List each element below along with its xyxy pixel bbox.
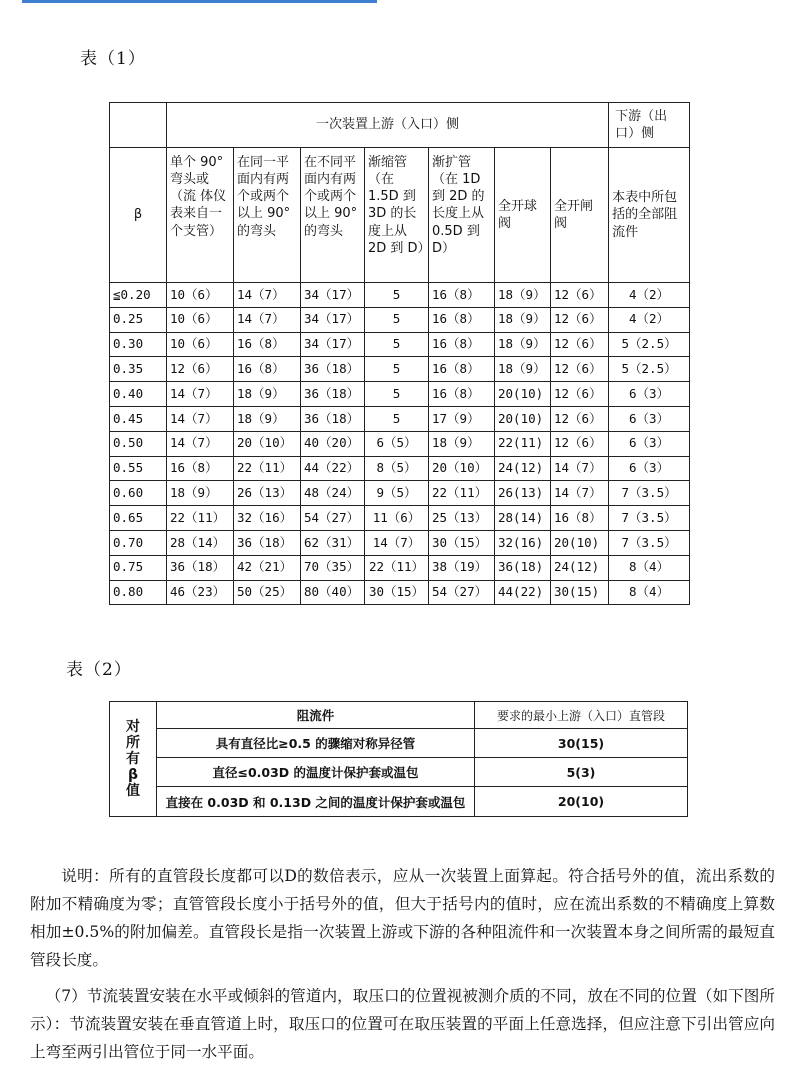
col-header-single-elbow: 单个 90°弯头或（流 体仪表来自一个支管） xyxy=(167,148,234,283)
beta-value: 0.35 xyxy=(110,357,167,382)
table-cell: 8（4） xyxy=(609,555,690,580)
table-cell: 54（27） xyxy=(429,580,495,605)
col-header-gate-valve: 全开闸阀 xyxy=(551,148,609,283)
table-cell: 5 xyxy=(365,406,429,431)
table-cell: 10（6） xyxy=(167,283,234,308)
table-cell: 18（9） xyxy=(234,382,301,407)
table-cell: 16（8） xyxy=(429,382,495,407)
table-cell: 18（9） xyxy=(495,307,551,332)
table-cell: 20(10) xyxy=(495,382,551,407)
table-cell: 30（15） xyxy=(429,530,495,555)
table-cell: 36（18） xyxy=(234,530,301,555)
table-cell: 36（18） xyxy=(167,555,234,580)
table2-caption: 表（2） xyxy=(66,660,132,680)
beta-value: 0.75 xyxy=(110,555,167,580)
table-cell: 26（13） xyxy=(234,481,301,506)
fitting-name: 直接在 0.03D 和 0.13D 之间的温度计保护套或温包 xyxy=(157,787,475,817)
table-cell: 44(22) xyxy=(495,580,551,605)
table1-column-header-row xyxy=(110,148,690,283)
table-cell: 5 xyxy=(365,332,429,357)
table-row xyxy=(110,332,690,357)
length-value: 20(10) xyxy=(475,787,688,817)
table-cell: 6（3） xyxy=(609,382,690,407)
table-cell: 16（8） xyxy=(551,506,609,531)
table-cell: 5 xyxy=(365,357,429,382)
all-beta-label xyxy=(110,702,157,817)
table-cell: 16（8） xyxy=(234,357,301,382)
table-cell: 12（6） xyxy=(551,332,609,357)
table-cell: 14（7） xyxy=(551,481,609,506)
table-cell: 16（8） xyxy=(429,307,495,332)
table-row xyxy=(110,787,688,817)
length-header: 要求的最小上游（入口）直管段 xyxy=(475,702,688,729)
table-cell: 34（17） xyxy=(301,332,365,357)
table-cell: 34（17） xyxy=(301,283,365,308)
top-accent-bar xyxy=(22,0,377,3)
table-cell: 14（7） xyxy=(167,382,234,407)
table-cell: 14（7） xyxy=(551,456,609,481)
beta-header: β xyxy=(110,148,167,283)
table-cell: 30（15） xyxy=(365,580,429,605)
table-cell: 54（27） xyxy=(301,506,365,531)
table-row xyxy=(110,406,690,431)
table-cell: 22(11) xyxy=(495,431,551,456)
table-cell: 17（9） xyxy=(429,406,495,431)
all-beta-char: 有 xyxy=(126,750,140,767)
table-cell: 12（6） xyxy=(551,431,609,456)
table1-group-header-row xyxy=(110,103,690,148)
table-row xyxy=(110,758,688,787)
blank-corner-cell xyxy=(110,103,167,148)
beta-value: 0.60 xyxy=(110,481,167,506)
table-cell: 4（2） xyxy=(609,283,690,308)
table-row xyxy=(110,456,690,481)
table-cell: 24(12) xyxy=(495,456,551,481)
table-cell: 62（31） xyxy=(301,530,365,555)
table-cell: 6（3） xyxy=(609,406,690,431)
beta-value: 0.30 xyxy=(110,332,167,357)
beta-value: 0.80 xyxy=(110,580,167,605)
table-cell: 18（9） xyxy=(495,357,551,382)
explanation-paragraph: 说明：所有的直管段长度都可以D的数倍表示，应从一次装置上面算起。符合括号外的值，流出系数的附加不精确度为零；直管管段长度小于括号外的值，但大于括号内的值时，应在流出系数的不精确度上算数相加±0.5%的附加偏差。直管段长是指一次装置上游或下游的各种阻流件和一次装置本身之间所需的最短直管段长度。 xyxy=(30,867,775,969)
table-cell: 20（10） xyxy=(234,431,301,456)
straight-length-table xyxy=(109,102,690,605)
table-cell: 16（8） xyxy=(429,332,495,357)
table-cell: 10（6） xyxy=(167,332,234,357)
table-row xyxy=(110,481,690,506)
table-cell: 36(18) xyxy=(495,555,551,580)
all-beta-char: 值 xyxy=(126,783,140,800)
table-cell: 50（25） xyxy=(234,580,301,605)
beta-value: ≦0.20 xyxy=(110,283,167,308)
all-beta-char: β xyxy=(127,767,139,784)
table-cell: 46（23） xyxy=(167,580,234,605)
beta-value: 0.70 xyxy=(110,530,167,555)
table-cell: 12（6） xyxy=(551,283,609,308)
fittings-table xyxy=(109,701,688,817)
table-cell: 36（18） xyxy=(301,406,365,431)
table-cell: 22（11） xyxy=(429,481,495,506)
table-cell: 20（10） xyxy=(429,456,495,481)
table-cell: 12（6） xyxy=(551,357,609,382)
table-cell: 12（6） xyxy=(551,382,609,407)
table-cell: 6（3） xyxy=(609,456,690,481)
table-cell: 7（3.5） xyxy=(609,506,690,531)
table-row xyxy=(110,530,690,555)
table-cell: 12（6） xyxy=(167,357,234,382)
table-cell: 80（40） xyxy=(301,580,365,605)
table-cell: 8（5） xyxy=(365,456,429,481)
col-header-globe-valve: 全开球阀 xyxy=(495,148,551,283)
table-cell: 32（16） xyxy=(234,506,301,531)
table-row xyxy=(110,555,690,580)
table-cell: 70（35） xyxy=(301,555,365,580)
table-cell: 12（6） xyxy=(551,406,609,431)
beta-value: 0.40 xyxy=(110,382,167,407)
table-row xyxy=(110,382,690,407)
table-cell: 8（4） xyxy=(609,580,690,605)
table-cell: 5（2.5） xyxy=(609,332,690,357)
table-cell: 42（21） xyxy=(234,555,301,580)
table-cell: 30(15) xyxy=(551,580,609,605)
table-row xyxy=(110,506,690,531)
table-cell: 5 xyxy=(365,283,429,308)
col-header-expander: 渐扩管（在 1D 到 2D 的长度上从 0.5D 到 D） xyxy=(429,148,495,283)
table-cell: 16（8） xyxy=(167,456,234,481)
table-cell: 7（3.5） xyxy=(609,481,690,506)
table-cell: 16（8） xyxy=(429,357,495,382)
table-cell: 5（2.5） xyxy=(609,357,690,382)
table-cell: 20(10) xyxy=(551,530,609,555)
fitting-header: 阻流件 xyxy=(157,702,475,729)
table-cell: 16（8） xyxy=(429,283,495,308)
table-cell: 18（9） xyxy=(234,406,301,431)
table-cell: 44（22） xyxy=(301,456,365,481)
table-cell: 36（18） xyxy=(301,357,365,382)
table-cell: 18（9） xyxy=(495,332,551,357)
fitting-name: 具有直径比≥0.5 的骤缩对称异径管 xyxy=(157,729,475,758)
table2-header-row xyxy=(110,702,688,729)
table-cell: 22（11） xyxy=(167,506,234,531)
table-row xyxy=(110,580,690,605)
table-row xyxy=(110,357,690,382)
table-cell: 16（8） xyxy=(234,332,301,357)
table-cell: 14（7） xyxy=(365,530,429,555)
all-beta-char: 所 xyxy=(126,734,140,751)
table-cell: 14（7） xyxy=(167,406,234,431)
table-cell: 11（6） xyxy=(365,506,429,531)
table-cell: 6（5） xyxy=(365,431,429,456)
table-cell: 40（20） xyxy=(301,431,365,456)
table-cell: 28(14) xyxy=(495,506,551,531)
table-cell: 22（11） xyxy=(234,456,301,481)
length-value: 30(15) xyxy=(475,729,688,758)
table-cell: 12（6） xyxy=(551,307,609,332)
beta-value: 0.55 xyxy=(110,456,167,481)
upstream-header: 一次装置上游（入口）侧 xyxy=(167,103,609,148)
table-row xyxy=(110,431,690,456)
table-cell: 5 xyxy=(365,382,429,407)
table-cell: 14（7） xyxy=(234,283,301,308)
col-header-reducer: 渐缩管（在 1.5D 到 3D 的长度上从 2D 到 D） xyxy=(365,148,429,283)
table-row xyxy=(110,307,690,332)
table-cell: 14（7） xyxy=(234,307,301,332)
table-cell: 36（18） xyxy=(301,382,365,407)
table-cell: 4（2） xyxy=(609,307,690,332)
col-header-two-elbows-diff-plane: 在不同平面内有两个或两个以上 90°的弯头 xyxy=(301,148,365,283)
table-cell: 6（3） xyxy=(609,431,690,456)
table-row xyxy=(110,729,688,758)
installation-paragraph: （7）节流装置安装在水平或倾斜的管道内，取压口的位置视被测介质的不同，放在不同的位置（如下图所示）：节流装置安装在垂直管道上时，取压口的位置可在取压装置的平面上任意选择，但应注意下引出管应向上弯至两引出管位于同一水平面。 xyxy=(30,987,776,1061)
table-cell: 9（5） xyxy=(365,481,429,506)
table-cell: 22（11） xyxy=(365,555,429,580)
fitting-name: 直径≤0.03D 的温度计保护套或温包 xyxy=(157,758,475,787)
table-cell: 18（9） xyxy=(495,283,551,308)
table-cell: 18（9） xyxy=(429,431,495,456)
table1-caption: 表（1） xyxy=(80,49,146,69)
table-cell: 48（24） xyxy=(301,481,365,506)
beta-value: 0.25 xyxy=(110,307,167,332)
table-cell: 5 xyxy=(365,307,429,332)
table-cell: 14（7） xyxy=(167,431,234,456)
downstream-header: 下游（出口）侧 xyxy=(609,103,690,148)
col-header-two-elbows-same-plane: 在同一平面内有两个或两个以上 90°的弯头 xyxy=(234,148,301,283)
beta-value: 0.65 xyxy=(110,506,167,531)
table-cell: 34（17） xyxy=(301,307,365,332)
all-beta-char: 对 xyxy=(126,718,140,735)
table-cell: 32(16) xyxy=(495,530,551,555)
table-cell: 24(12) xyxy=(551,555,609,580)
beta-value: 0.50 xyxy=(110,431,167,456)
table-cell: 38（19） xyxy=(429,555,495,580)
table-cell: 28（14） xyxy=(167,530,234,555)
table-row xyxy=(110,283,690,308)
table-cell: 25（13） xyxy=(429,506,495,531)
length-value: 5(3) xyxy=(475,758,688,787)
col-header-all-fittings: 本表中所包括的全部阻流件 xyxy=(609,148,690,283)
table-cell: 20(10) xyxy=(495,406,551,431)
table-cell: 18（9） xyxy=(167,481,234,506)
beta-value: 0.45 xyxy=(110,406,167,431)
table-cell: 7（3.5） xyxy=(609,530,690,555)
table-cell: 10（6） xyxy=(167,307,234,332)
table-cell: 26(13) xyxy=(495,481,551,506)
